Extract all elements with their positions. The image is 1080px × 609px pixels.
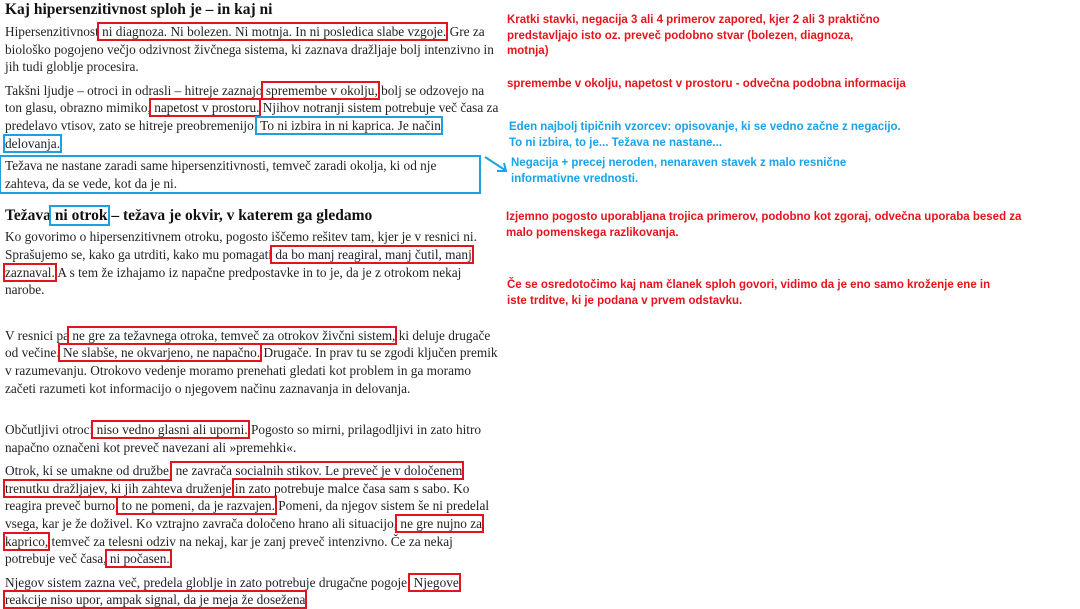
highlighted-phrase: ni diagnoza. Ni bolezen. Ni motnja. In ni posledica slabe vzgoje. <box>98 24 447 39</box>
arrow-icon <box>483 155 511 177</box>
annotation-note: Izjemno pogosto uporabljana trojica primerov, podobno kot zgoraj, odvečna uporaba besed za malo pomenskega razlikovanja. <box>506 211 1022 239</box>
highlighted-phrase: napetost v prostoru. <box>150 100 260 116</box>
text-segment: – težava je okvir, v katerem ga gledamo <box>107 207 373 225</box>
paragraph-highlighted <box>1 157 479 192</box>
text-segment: ki deluje drugače od večine. <box>5 327 491 361</box>
text-segment: Drugače. In prav tu se zgodi ključen premik v razumevanju. Otrokovo vedenje moramo prenehati gledati kot problem in ga moramo začeti razumeti kot informacijo o njegovem načinu zaznavanja in delovanja. <box>5 345 498 396</box>
paragraph <box>5 421 499 456</box>
text-segment: Takšni ljudje – otroci in odrasli – hitreje zaznajo <box>5 82 263 98</box>
highlighted-phrase: ne zavrača socialnih stikov. Le preveč je v določenem trenutku dražljajev, ki jih zahteva druženje <box>5 463 463 496</box>
annotation-note: Kratki stavki, negacija 3 ali 4 primerov zapored, kjer 2 ali 3 praktično predstavljajo isto oz. preveč podobno stvar (bolezen, diagnoza, motnja) <box>507 14 880 58</box>
text-segment: Pogosto so mirni, prilagodljivi in zato hitro napačno označeni kot preveč navezani ali »premehki«. <box>5 422 482 455</box>
paragraph <box>5 82 499 152</box>
highlighted-phrase: ni otrok <box>50 207 108 225</box>
highlighted-phrase: niso vedno glasni ali uporni. <box>93 422 248 438</box>
text-segment: Ko govorimo o hipersenzitivnem otroku, pogosto iščemo rešitev tam, kjer je v resnici ni. Sprašujemo se, kako ga utrditi, kako mu pomagati <box>5 229 477 262</box>
text-segment: Težava <box>5 207 51 225</box>
highlighted-phrase: ne gre za težavnega otroka, temveč za otrokov živčni sistem, <box>69 327 396 343</box>
text-segment: Gre za biološko pogojeno večjo odzivnost živčnega sistema, ki zaznava dražljaje bolj intenzivno in jih tudi globlje procesira. <box>5 24 494 75</box>
highlighted-phrase: Ne slabše, ne okvarjeno, ne napačno. <box>59 345 261 361</box>
paragraph <box>5 23 499 76</box>
highlighted-phrase: ne gre nujno za kaprico, <box>5 516 483 549</box>
text-segment: in zato potrebuje malce časa sam s sabo. Ko reagira preveč burno, <box>5 480 470 514</box>
annotation-note: Če se osredotočimo kaj nam članek sploh govori, vidimo da je eno samo kroženje ene in iste trditve, ki je podana v prvem odstavku. <box>507 279 991 307</box>
article <box>5 0 499 609</box>
highlighted-phrase: to ne pomeni, da je razvajen. <box>118 498 275 514</box>
text-segment: Njihov notranji sistem potrebuje več časa za predelavo vtisov, zato se hitreje preobremenijo. <box>5 100 499 133</box>
text-segment: Težava ne nastane zaradi same hipersenzitivnosti, temveč zaradi okolja, ki od nje zahteva, da se vede, kot da je ni. <box>5 158 437 191</box>
text-segment: A s tem že izhajamo iz napačne predpostavke in to je, da je z otrokom nekaj narobe. <box>5 264 462 298</box>
text-segment: Otrok, ki se umakne od družbe, <box>5 463 173 479</box>
highlighted-phrase: da bo manj reagiral, manj čutil, manj zaznaval. <box>5 246 472 280</box>
annotation-note: Eden najbolj tipičnih vzorcev: opisovanje, ki se vedno začne z negacijo. To ni izbira, to je... Težava ne nastane... <box>509 121 901 149</box>
text-segment: Hipersenzitivnost <box>5 24 99 39</box>
text-segment: V resnici pa <box>5 327 70 343</box>
heading-1: Kaj hipersenzitivnost sploh je – in kaj ni <box>5 1 273 18</box>
highlighted-phrase: Njegove reakcije niso upor, ampak signal, da je meja že dosežena <box>5 574 459 608</box>
annotation-note: spremembe v okolju, napetost v prostoru - odvečna podobna informacija <box>507 78 906 90</box>
highlighted-phrase: ni počasen. <box>106 551 170 567</box>
text-segment: Pomeni, da njegov sistem še ni predelal vsega, kar je že doživel. Ko vztrajno zavrača določeno hrano ali situacijo, <box>5 498 490 532</box>
annotation-note: Negacija + precej neroden, nenaraven stavek z malo resnične informativne vrednosti. <box>511 157 847 185</box>
heading-2 <box>5 206 499 226</box>
paragraph <box>5 327 499 397</box>
paragraph <box>5 228 499 298</box>
paragraph <box>5 462 499 568</box>
text-segment: bolj se odzovejo na ton glasu, obrazno mimiko, <box>5 82 485 116</box>
highlighted-phrase: spremembe v okolju, <box>262 82 378 98</box>
paragraph <box>5 574 499 609</box>
text-segment: temveč za telesni odziv na nekaj, kar je zanj preveč intenzivno. Če za nekaj potrebuje več časa, <box>5 533 453 567</box>
highlighted-phrase: To ni izbira in ni kaprica. Je način delovanja. <box>5 117 441 151</box>
text-segment: Njegov sistem zazna več, predela globlje in zato potrebuje drugačne pogoje. <box>5 574 411 590</box>
text-segment: Občutljivi otroci <box>5 422 94 438</box>
